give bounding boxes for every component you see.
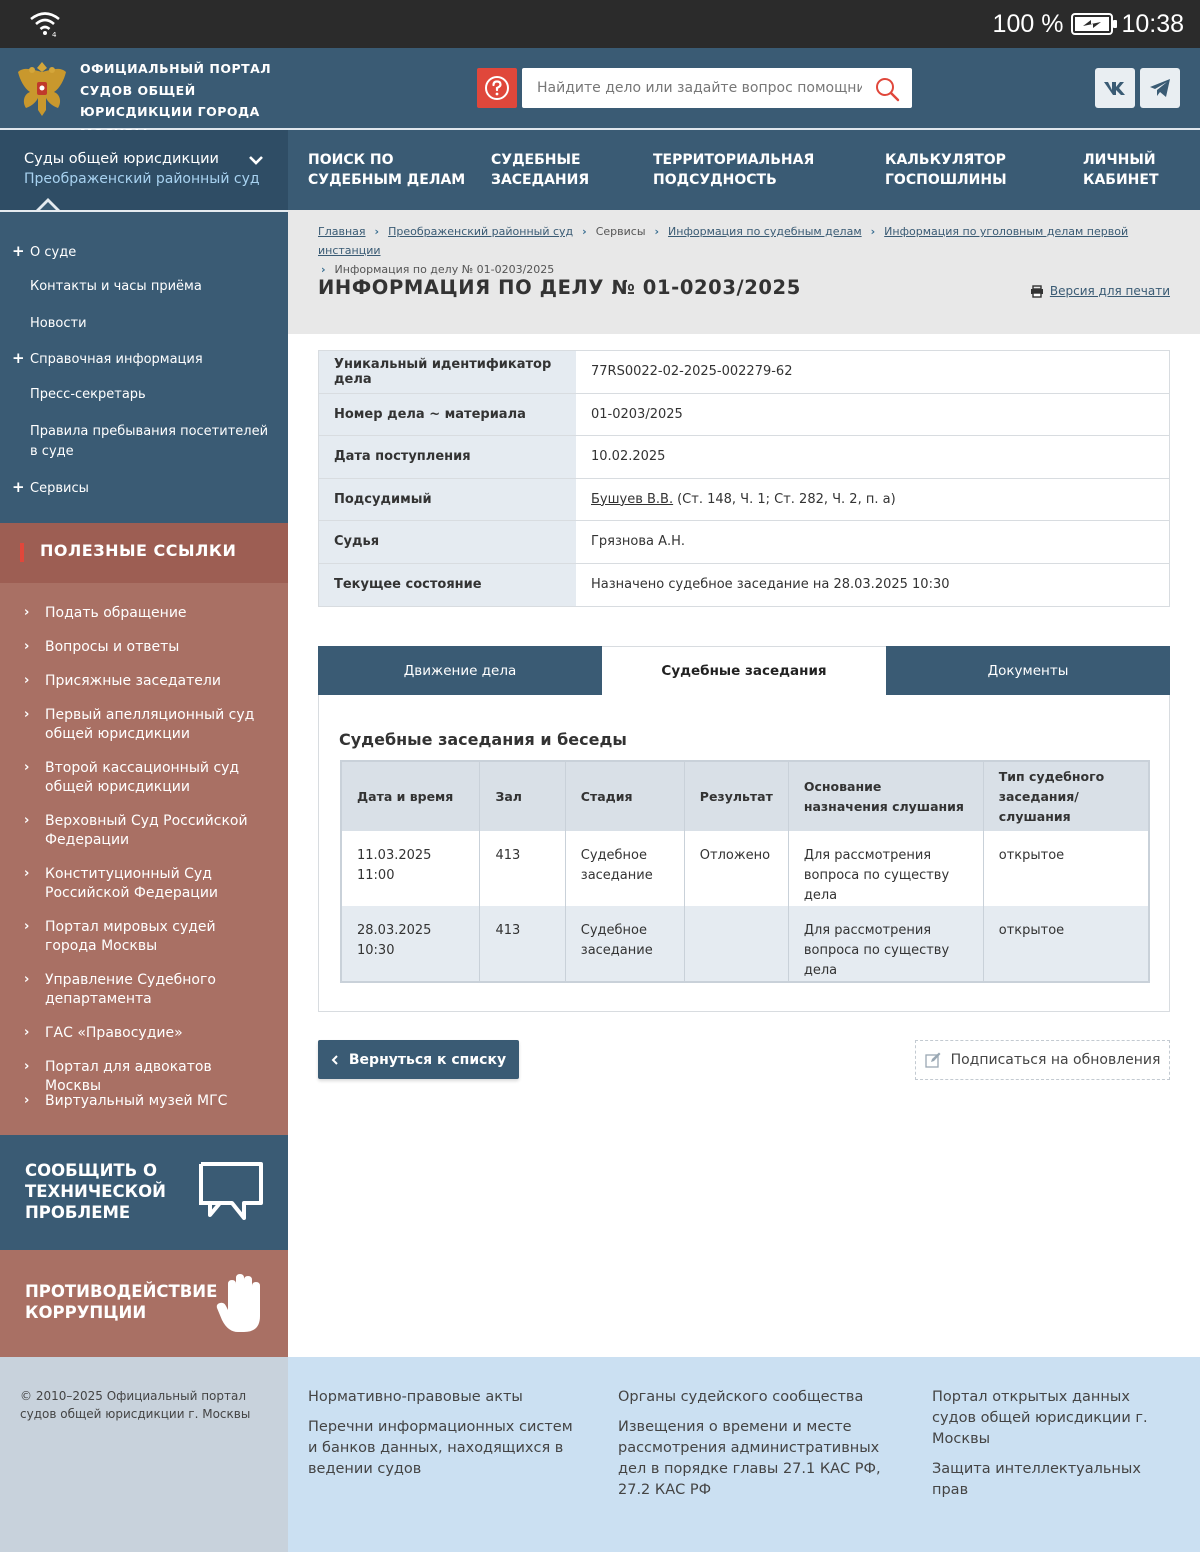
sidebar <box>0 210 288 1357</box>
breadcrumb-court[interactable]: Преображенский районный суд <box>388 225 574 238</box>
nav-case-search[interactable]: ПОИСК ПО СУДЕБНЫМ ДЕЛАМ <box>308 152 466 188</box>
case-info-row <box>319 394 1169 437</box>
plus-icon[interactable]: + <box>12 349 25 367</box>
svg-text:4: 4 <box>52 31 57 38</box>
table-cell: открытое <box>983 906 1149 982</box>
case-info-key: Текущее состояние <box>319 564 576 607</box>
case-info-row <box>319 521 1169 564</box>
site-footer <box>288 1357 1200 1552</box>
chevron-right-icon: › <box>24 813 30 828</box>
subscribe-updates-label: Подписаться на обновления <box>950 1052 1161 1068</box>
useful-link[interactable]: Второй кассационный суд общей юрисдикции <box>45 760 240 795</box>
footer-link[interactable]: Перечни информационных систем и банков данных, находящихся в ведении судов <box>308 1419 573 1477</box>
side-menu <box>0 210 288 523</box>
table-cell: 11.03.2025 11:00 <box>341 831 480 906</box>
useful-link[interactable]: Виртуальный музей МГС <box>45 1093 228 1109</box>
report-problem-label: СООБЩИТЬ О ТЕХНИЧЕСКОЙ ПРОБЛЕМЕ <box>25 1161 166 1222</box>
status-bar <box>0 0 1200 48</box>
useful-link[interactable]: Первый апелляционный суд общей юрисдикции <box>45 707 255 742</box>
case-info-key: Уникальный идентификатор дела <box>319 351 576 393</box>
stop-hand-icon <box>216 1272 266 1334</box>
court-group-label: Суды общей юрисдикции <box>24 151 219 167</box>
wifi-icon <box>28 10 62 38</box>
vk-icon <box>1103 80 1127 96</box>
useful-link[interactable]: Присяжные заседатели <box>45 673 221 689</box>
chevron-right-icon: › <box>24 1059 30 1074</box>
search-box <box>522 68 912 108</box>
case-info-row <box>319 564 1169 607</box>
anticorruption-label: ПРОТИВОДЕЙСТВИЕ КОРРУПЦИИ <box>25 1282 218 1322</box>
case-info-value: Грязнова А.Н. <box>576 521 1169 563</box>
useful-links-header <box>0 523 288 583</box>
case-info-row <box>319 436 1169 479</box>
side-item-services[interactable]: Сервисы <box>30 481 89 496</box>
breadcrumb-separator: › <box>654 225 660 238</box>
column-header: Результат <box>684 761 788 831</box>
page-title: ИНФОРМАЦИЯ ПО ДЕЛУ № 01-0203/2025 <box>318 276 801 299</box>
table-header-row <box>341 761 1149 831</box>
useful-link[interactable]: Верховный Суд Российской Федерации <box>45 813 248 848</box>
case-info-value: 10.02.2025 <box>576 436 1169 478</box>
case-info-row <box>319 351 1169 394</box>
case-info-row <box>319 479 1169 522</box>
telegram-button[interactable] <box>1140 68 1180 108</box>
breadcrumb-separator: › <box>582 225 587 238</box>
column-header: Стадия <box>565 761 684 831</box>
case-info-key: Судья <box>319 521 576 563</box>
column-header: Основание назначения слушания <box>788 761 983 831</box>
telegram-icon <box>1149 78 1171 98</box>
portal-title[interactable]: ОФИЦИАЛЬНЫЙ ПОРТАЛ СУДОВ ОБЩЕЙ ЮРИСДИКЦИИ ГОРОДА <box>80 61 272 119</box>
table-cell: Отложено <box>684 831 788 906</box>
breadcrumb-case-info[interactable]: Информация по судебным делам <box>668 225 862 238</box>
breadcrumb-current: Информация по делу № 01-0203/2025 <box>334 263 555 276</box>
side-item-news[interactable]: Новости <box>30 316 87 331</box>
case-info-value: 01-0203/2025 <box>576 394 1169 436</box>
table-cell: 28.03.2025 10:30 <box>341 906 480 982</box>
breadcrumb-separator: › <box>321 263 326 276</box>
clock: 10:38 <box>1121 9 1184 38</box>
subscribe-updates-button[interactable] <box>915 1040 1170 1080</box>
table-cell: Судебное заседание <box>565 831 684 906</box>
case-info-key: Номер дела ~ материала <box>319 394 576 436</box>
footer-link[interactable]: Нормативно-правовые акты <box>308 1389 523 1405</box>
useful-links-list <box>0 583 288 1135</box>
tab-documents[interactable]: Документы <box>886 646 1170 695</box>
anticorruption-banner[interactable] <box>0 1250 288 1357</box>
chevron-down-icon[interactable] <box>248 154 264 166</box>
assistant-help-button[interactable] <box>477 68 517 108</box>
chevron-right-icon: › <box>24 760 30 775</box>
chevron-right-icon: › <box>24 673 30 688</box>
battery-percent: 100 % <box>992 9 1064 38</box>
side-item-contacts[interactable]: Контакты и часы приёма <box>30 279 202 294</box>
defendant-articles: (Ст. 148, Ч. 1; Ст. 282, Ч. 2, п. а) <box>677 491 896 507</box>
print-version-link[interactable] <box>1030 284 1170 298</box>
table-cell: 413 <box>480 831 565 906</box>
column-header: Зал <box>480 761 565 831</box>
tab-case-movement[interactable]: Движение дела <box>318 646 602 695</box>
copyright-text: © 2010–2025 Официальный портал судов общей юрисдикции г. Москвы <box>20 1389 251 1421</box>
search-icon[interactable] <box>874 76 900 102</box>
table-row <box>341 906 1149 982</box>
battery-icon <box>1071 13 1113 35</box>
useful-link[interactable]: Подать обращение <box>45 605 187 621</box>
edit-icon <box>925 1052 941 1068</box>
nav-personal-account[interactable]: ЛИЧНЫЙ КАБИНЕТ <box>1083 152 1159 188</box>
nav-jurisdiction[interactable]: ТЕРРИТОРИАЛЬНАЯ ПОДСУДНОСТЬ <box>653 152 815 188</box>
useful-link[interactable]: Управление Судебного департамента <box>45 972 216 1007</box>
chevron-right-icon: › <box>24 919 30 934</box>
chevron-right-icon: › <box>24 1025 30 1040</box>
table-row <box>341 831 1149 906</box>
accent-bar <box>20 543 24 562</box>
breadcrumb-separator: › <box>870 225 876 238</box>
main-nav <box>288 130 1200 210</box>
useful-link[interactable]: Вопросы и ответы <box>45 639 180 655</box>
breadcrumb-criminal-cases[interactable]: Информация по уголовным делам первой инстанции <box>318 225 1129 257</box>
back-to-list-label: Вернуться к списку <box>348 1051 507 1068</box>
breadcrumb-services: Сервисы <box>595 225 646 238</box>
case-info-value <box>576 479 1169 521</box>
chevron-left-icon <box>331 1055 339 1065</box>
printer-icon <box>1030 285 1044 298</box>
case-tabs <box>318 646 1170 695</box>
search-input[interactable] <box>522 68 862 108</box>
chevron-right-icon: › <box>24 972 30 987</box>
useful-link[interactable]: Конституционный Суд Российской Федерации <box>45 866 219 901</box>
case-info-table <box>318 350 1170 607</box>
sessions-table <box>340 760 1150 983</box>
footer-link[interactable]: Защита интеллектуальных прав <box>932 1461 1141 1498</box>
vk-button[interactable] <box>1095 68 1135 108</box>
useful-link[interactable]: ГАС «Правосудие» <box>45 1025 183 1041</box>
footer-link[interactable]: Извещения о времени и месте рассмотрения административных дел в порядке главы 27.1 КАС РФ, 27.2 КАС РФ <box>618 1419 881 1498</box>
breadcrumb <box>318 222 1188 279</box>
chat-bubbles-icon <box>198 1161 264 1223</box>
footer-column <box>932 1387 1177 1510</box>
footer-column <box>618 1387 903 1510</box>
case-info-value: Назначено судебное заседание на 28.03.2025 10:30 <box>576 564 1169 607</box>
case-info-key: Дата поступления <box>319 436 576 478</box>
column-header: Дата и время <box>341 761 480 831</box>
court-selector[interactable] <box>0 130 288 210</box>
selected-court-label: Преображенский районный суд <box>24 171 260 187</box>
table-cell: Судебное заседание <box>565 906 684 982</box>
defendant-link[interactable]: Бушуев В.В. <box>591 491 674 507</box>
table-cell: Для рассмотрения вопроса по существу дела <box>788 831 983 906</box>
chevron-right-icon: › <box>24 1093 30 1108</box>
table-cell: Для рассмотрения вопроса по существу дела <box>788 906 983 982</box>
nav-court-sessions[interactable]: СУДЕБНЫЕ ЗАСЕДАНИЯ <box>491 152 590 188</box>
footer-link[interactable]: Органы судейского сообщества <box>618 1389 864 1405</box>
tab-court-sessions[interactable]: Судебные заседания <box>602 646 886 695</box>
coat-of-arms-logo[interactable] <box>14 58 70 120</box>
nav-fee-calculator[interactable]: КАЛЬКУЛЯТОР ГОСПОШЛИНЫ <box>885 152 1007 188</box>
footer-copyright-block <box>0 1357 288 1552</box>
side-item-about[interactable]: О суде <box>30 245 77 260</box>
useful-links-title: ПОЛЕЗНЫЕ ССЫЛКИ <box>40 541 237 560</box>
plus-icon[interactable]: + <box>12 478 25 496</box>
side-item-reference[interactable]: Справочная информация <box>30 352 203 367</box>
table-cell: 413 <box>480 906 565 982</box>
back-to-list-button[interactable] <box>318 1040 519 1079</box>
footer-link[interactable]: Портал открытых данных судов общей юрисдикции г. Москвы <box>932 1389 1148 1447</box>
sessions-panel <box>318 695 1170 1012</box>
side-item-press[interactable]: Пресс-секретарь <box>30 387 146 402</box>
page-header <box>288 210 1200 334</box>
chevron-right-icon: › <box>24 605 30 620</box>
breadcrumb-home[interactable]: Главная <box>318 225 366 238</box>
breadcrumb-separator: › <box>374 225 380 238</box>
sessions-title: Судебные заседания и беседы <box>339 730 627 749</box>
side-item-visitor-rules[interactable]: Правила пребывания посетителей в суде <box>30 424 269 459</box>
chevron-right-icon: › <box>24 639 30 654</box>
table-cell <box>684 906 788 982</box>
print-version-label: Версия для печати <box>1049 284 1170 298</box>
plus-icon[interactable]: + <box>12 242 25 260</box>
useful-link[interactable]: Портал для адвокатов Москвы <box>45 1059 212 1094</box>
chevron-right-icon: › <box>24 707 30 722</box>
question-circle-icon <box>484 75 510 101</box>
case-info-value: 77RS0022-02-2025-002279-62 <box>576 351 1169 393</box>
case-info-key: Подсудимый <box>319 479 576 521</box>
footer-column <box>308 1387 573 1489</box>
table-cell: открытое <box>983 831 1149 906</box>
report-problem-banner[interactable] <box>0 1135 288 1250</box>
site-header <box>0 48 1200 130</box>
chevron-right-icon: › <box>24 866 30 881</box>
column-header: Тип судебного заседания/слушания <box>983 761 1149 831</box>
useful-link[interactable]: Портал мировых судей города Москвы <box>45 919 216 954</box>
